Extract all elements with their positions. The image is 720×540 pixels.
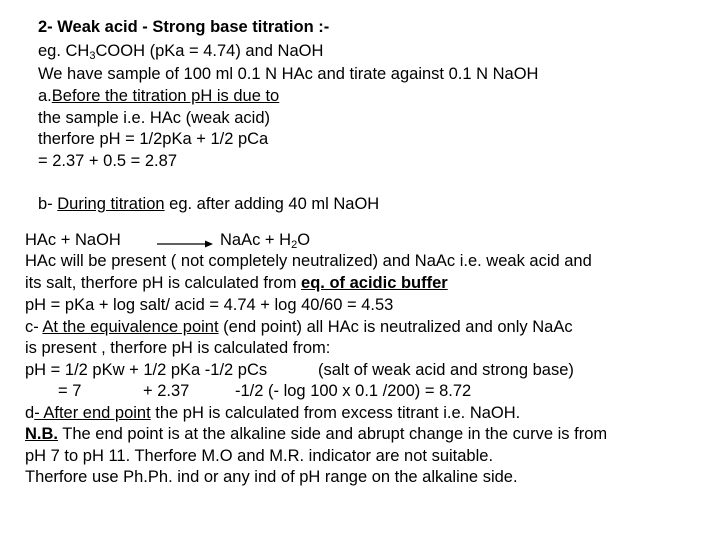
part-c-value-part3: -1/2 (- log 100 x 0.1 /200) = 8.72	[235, 382, 472, 400]
part-d-line	[25, 403, 520, 423]
part-a-line4: = 2.37 + 0.5 = 2.87	[38, 152, 177, 170]
example-subscript: 3	[89, 50, 96, 62]
reaction-right	[220, 230, 310, 250]
part-d-suffix: the pH is calculated from excess titrant i.e. NaOH.	[150, 404, 521, 422]
reaction-right-prefix: NaAc + H	[220, 231, 292, 249]
part-c-line2: is present , therfore pH is calculated from:	[25, 339, 331, 357]
part-a-underlined: Before the titration pH is due to	[51, 87, 280, 105]
part-b-underlined: During titration	[57, 195, 165, 213]
part-a-line3: therfore pH = 1/2pKa + 1/2 pCa	[38, 130, 269, 148]
note-label: N.B.	[25, 425, 58, 443]
part-a-prefix: a.	[38, 87, 52, 105]
part-c-value-part1: = 7	[58, 382, 82, 400]
sample-line: We have sample of 100 ml 0.1 N HAc and tirate against 0.1 N NaOH	[38, 65, 539, 83]
part-c-equation-part1: pH = 1/2 pKw + 1/2 pKa -1/2 pCs	[25, 361, 268, 379]
example-prefix: eg. CH	[38, 42, 90, 60]
part-c-prefix: c-	[25, 318, 43, 336]
part-d-prefix: d	[25, 404, 35, 422]
part-b-heading	[38, 194, 379, 214]
slide-title	[38, 17, 329, 37]
reaction-subscript: 2	[291, 239, 298, 251]
note-line3: Therfore use Ph.Ph. ind or any ind of pH range on the alkaline side.	[25, 468, 518, 486]
part-c-underlined: At the equivalence point	[42, 318, 219, 336]
part-b-suffix: eg. after adding 40 ml NaOH	[164, 195, 380, 213]
title-text: 2- Weak acid - Strong base titration :-	[38, 18, 330, 36]
acidic-buffer-label: eq. of acidic buffer	[301, 274, 448, 292]
example-line	[38, 41, 323, 61]
part-d-underlined: - After end point	[34, 404, 151, 422]
part-c-equation-part2: (salt of weak acid and strong base)	[318, 361, 574, 379]
part-b-line2-prefix: its salt, therfore pH is calculated from	[25, 274, 302, 292]
part-a-line2: the sample i.e. HAc (weak acid)	[38, 109, 271, 127]
part-c-suffix: (end point) all HAc is neutralized and only NaAc	[218, 318, 573, 336]
example-suffix: COOH (pKa = 4.74) and NaOH	[95, 42, 324, 60]
note-line1-text: The end point is at the alkaline side and abrupt change in the curve is from	[58, 425, 608, 443]
part-a-line1	[38, 86, 279, 106]
part-b-prefix: b-	[38, 195, 58, 213]
reaction-arrow-icon	[157, 240, 213, 248]
reaction-right-suffix: O	[297, 231, 311, 249]
part-b-line3: pH = pKa + log salt/ acid = 4.74 + log 40/60 = 4.53	[25, 296, 394, 314]
reaction-left: HAc + NaOH	[25, 231, 121, 249]
part-b-line2	[25, 273, 448, 293]
part-c-heading	[25, 317, 573, 337]
note-line2: pH 7 to pH 11. Therfore M.O and M.R. indicator are not suitable.	[25, 447, 494, 465]
part-b-line1: HAc will be present ( not completely neutralized) and NaAc i.e. weak acid and	[25, 252, 592, 270]
note-line1	[25, 424, 607, 444]
part-c-value-part2: + 2.37	[143, 382, 190, 400]
